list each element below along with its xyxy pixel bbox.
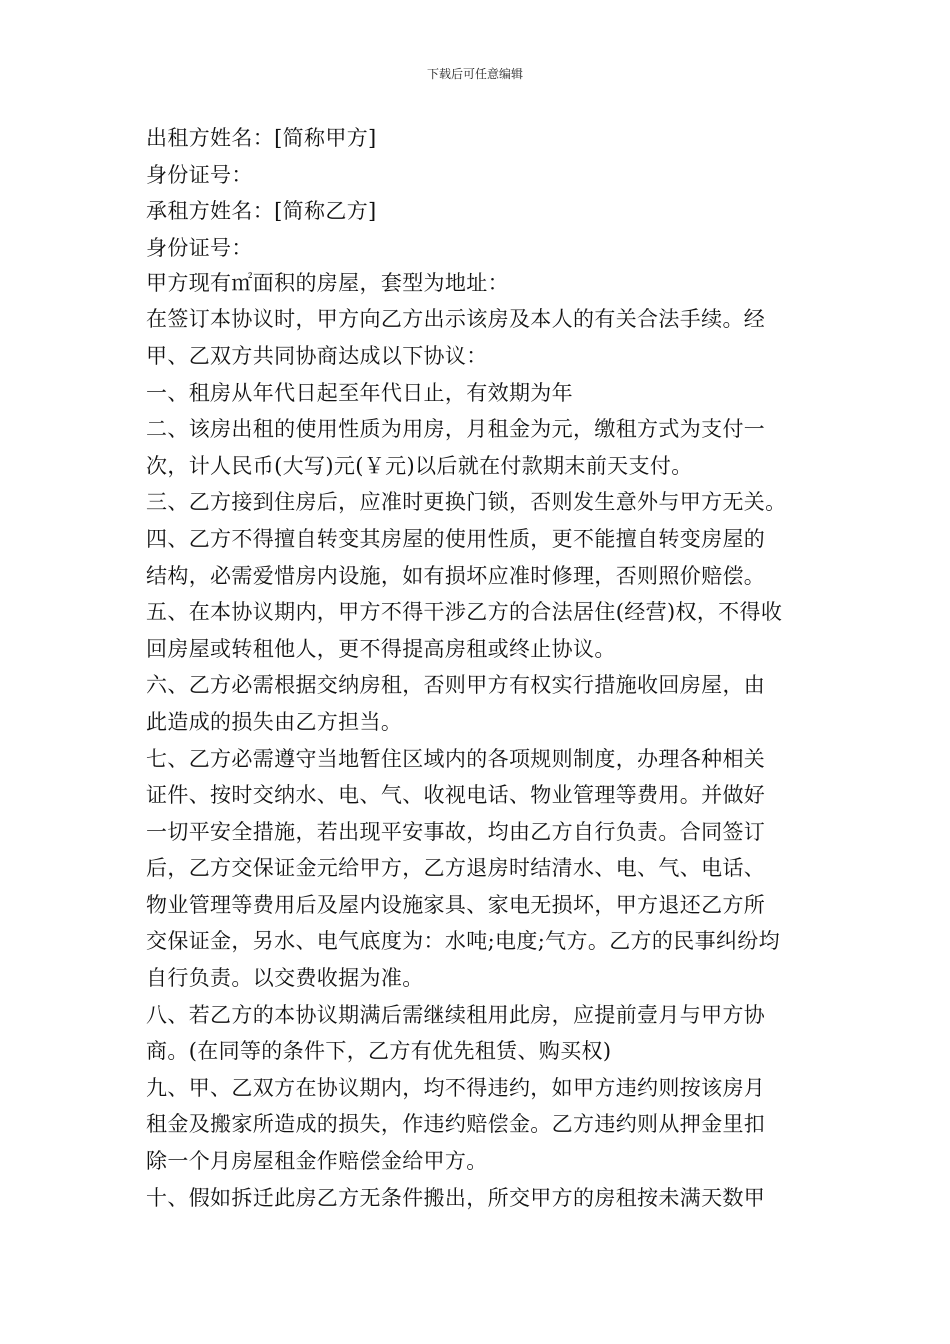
contract-line: 在签订本协议时，甲方向乙方出示该房及本人的有关合法手续。经 [146,307,766,332]
page-header-note: 下载后可任意编辑 [426,67,523,81]
contract-line: 八、若乙方的本协议期满后需继续租用此房，应提前壹月与甲方协 [146,1002,766,1027]
contract-line: 出租方姓名：[简称甲方] [146,126,377,150]
contract-line: 交保证金，另水、电气底度为：水吨;电度;气方。乙方的民事纠纷均 [146,929,780,954]
contract-line: 一、租房从年代日起至年代日止，有效期为年 [146,380,573,405]
contract-line: 七、乙方必需遵守当地暂住区域内的各项规则制度，办理各种相关 [146,746,766,771]
contract-line: 一切平安全措施，若出现平安事故，均由乙方自行负责。合同签订 [146,819,766,844]
contract-line: 除一个月房屋租金作赔偿金给甲方。 [146,1149,488,1174]
contract-line: 后，乙方交保证金元给甲方，乙方退房时结清水、电、气、电话、 [146,856,766,881]
contract-line: 结构，必需爱惜房内设施，如有损坏应准时修理，否则照价赔偿。 [146,563,766,588]
contract-line: 三、乙方接到住房后，应准时更换门锁，否则发生意外与甲方无关。 [146,490,787,515]
contract-line: 商。(在同等的条件下，乙方有优先租赁、购买权) [146,1039,612,1064]
contract-line: 次，计人民币(大写)元(￥元)以后就在付款期末前天支付。 [146,453,693,478]
contract-line: 物业管理等费用后及屋内设施家具、家电无损坏，甲方退还乙方所 [146,892,766,917]
contract-body [146,120,816,1216]
contract-line: 二、该房出租的使用性质为用房，月租金为元，缴租方式为支付一 [146,417,766,442]
contract-line: 身份证号： [146,235,253,260]
contract-line: 四、乙方不得擅自转变其房屋的使用性质，更不能擅自转变房屋的 [146,526,766,551]
contract-line: 自行负责。以交费收据为准。 [146,966,424,991]
contract-line: 租金及搬家所造成的损失，作违约赔偿金。乙方违约则从押金里扣 [146,1112,766,1137]
contract-line: 身份证号： [146,162,253,187]
contract-line: 九、甲、乙双方在协议期内，均不得违约，如甲方违约则按该房月 [146,1075,766,1100]
contract-line: 甲、乙双方共同协商达成以下协议： [146,343,488,368]
contract-line: 六、乙方必需根据交纳房租，否则甲方有权实行措施收回房屋，由 [146,673,766,698]
contract-line: 此造成的损失由乙方担当。 [146,709,403,734]
contract-line: 回房屋或转租他人，更不得提高房租或终止协议。 [146,636,616,661]
contract-line: 十、假如拆迁此房乙方无条件搬出，所交甲方的房租按未满天数甲 [146,1185,766,1210]
contract-line: 承租方姓名：[简称乙方] [146,199,377,224]
contract-line: 甲方现有㎡面积的房屋，套型为地址： [146,271,509,296]
contract-line: 五、在本协议期内，甲方不得干涉乙方的合法居住(经营)权，不得收 [146,600,783,625]
contract-line: 证件、按时交纳水、电、气、收视电话、物业管理等费用。并做好 [146,783,766,808]
